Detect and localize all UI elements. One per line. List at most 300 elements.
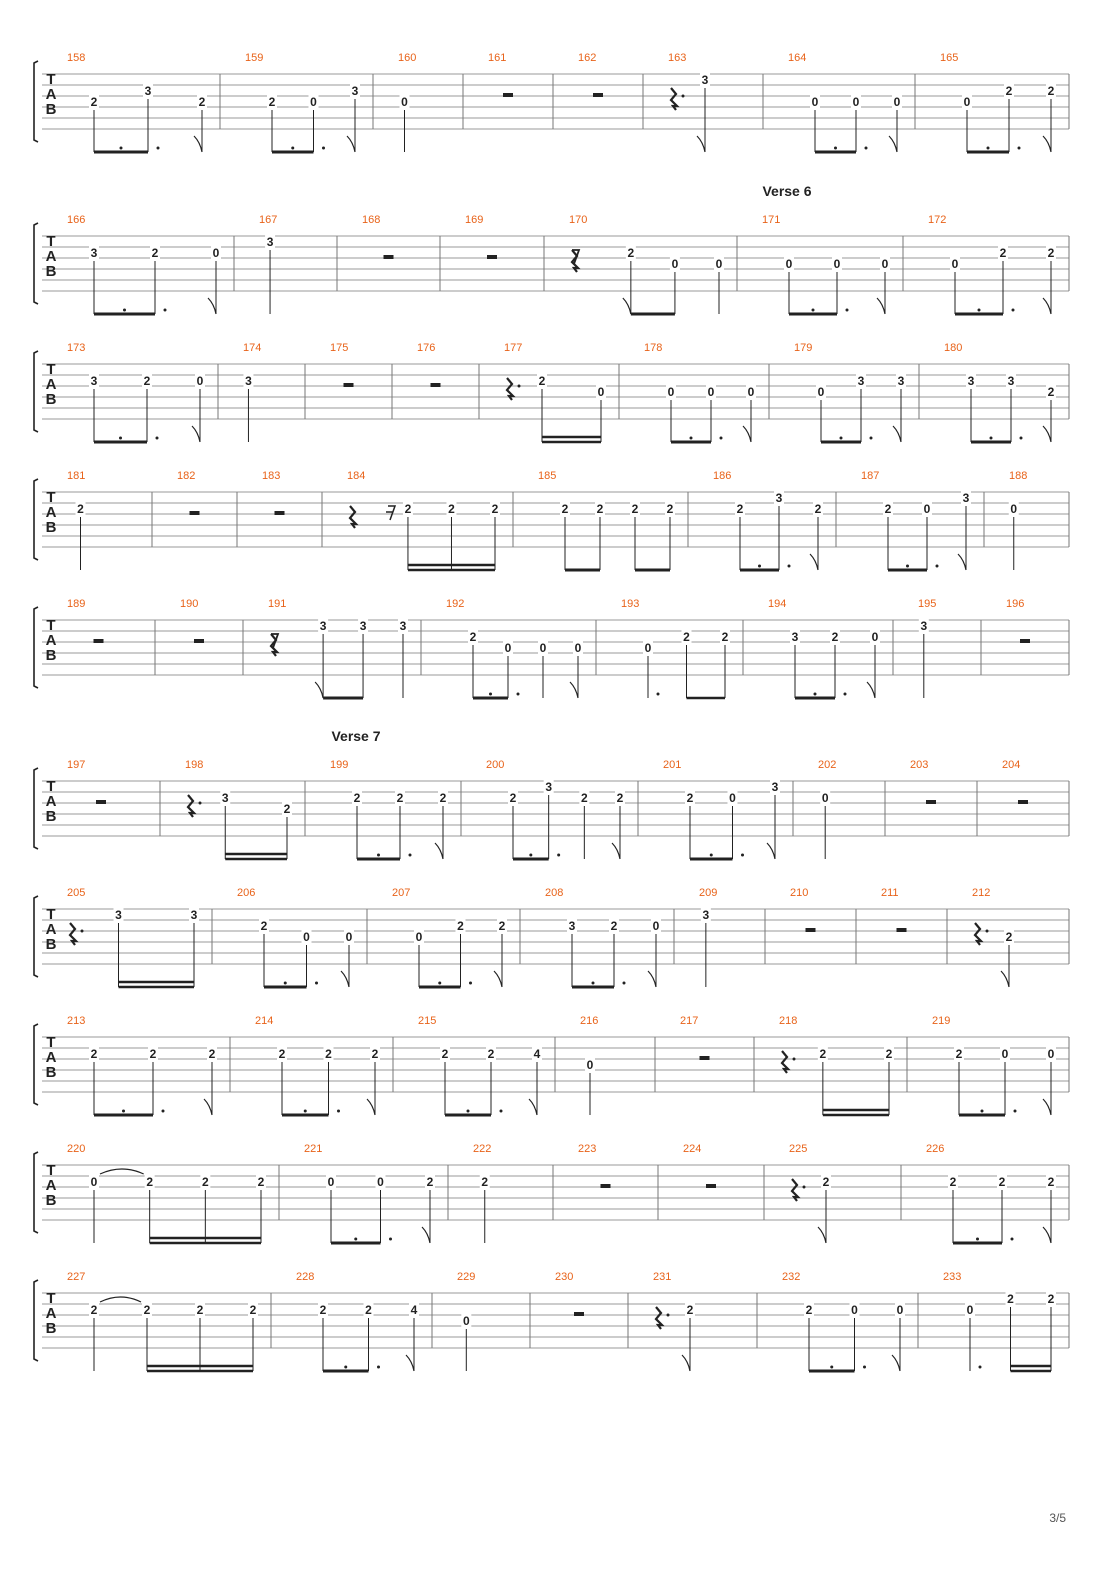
dot: [657, 693, 660, 696]
measure-number: 199: [330, 759, 349, 771]
dot: [741, 854, 744, 857]
flag: [204, 1099, 212, 1115]
tab-clef-letter: A: [45, 1305, 57, 1322]
fret-number: 0: [212, 246, 220, 260]
measure-number: 181: [67, 470, 86, 482]
flag: [529, 1099, 537, 1115]
fret-number: 2: [481, 1175, 489, 1189]
fret-number: 0: [811, 95, 819, 109]
dot: [469, 982, 472, 985]
fret-number: 0: [671, 257, 679, 271]
measure-number: 204: [1002, 759, 1021, 771]
system-bracket: [34, 479, 38, 560]
fret-number: 2: [448, 502, 455, 516]
tab-clef-letter: B: [45, 1320, 57, 1337]
tab-clef-letter: T: [46, 1162, 56, 1179]
dot: [1011, 1238, 1014, 1241]
flag: [1043, 136, 1051, 152]
dot: [157, 147, 160, 150]
measure-number: 202: [818, 759, 837, 771]
tab-clef-letter: T: [46, 233, 56, 250]
flag: [347, 136, 355, 152]
tab-clef-letter: A: [45, 504, 57, 521]
measure-number: 170: [569, 214, 588, 226]
fret-number: 3: [221, 791, 229, 805]
fret-number: 2: [257, 1175, 265, 1189]
tab-clef-letter: A: [45, 248, 57, 265]
fret-number: 0: [817, 385, 825, 399]
fret-number: 0: [539, 641, 547, 655]
measure-number: 205: [67, 887, 86, 899]
flag: [494, 971, 502, 987]
fret-number: 0: [852, 95, 860, 109]
measure-number: 165: [940, 52, 959, 64]
fret-number: 2: [1047, 385, 1055, 399]
measure-number: 160: [398, 52, 417, 64]
measure-number: 164: [788, 52, 807, 64]
flag: [892, 1355, 900, 1371]
fret-number: 2: [90, 1047, 98, 1061]
measure-number: 232: [782, 1271, 801, 1283]
fret-number: 2: [278, 1047, 286, 1061]
fret-number: 2: [822, 1175, 830, 1189]
fret-number: 2: [955, 1047, 963, 1061]
measure-number: 185: [538, 470, 557, 482]
dot: [976, 1238, 979, 1241]
fret-number: 2: [561, 502, 569, 516]
flag: [867, 682, 875, 698]
dot: [865, 147, 868, 150]
flag: [893, 426, 901, 442]
tab-clef-letter: B: [45, 1192, 57, 1209]
dot: [846, 309, 849, 312]
fret-number: 3: [351, 84, 359, 98]
fret-number: 0: [747, 385, 755, 399]
flag: [406, 1355, 414, 1371]
flag: [818, 1227, 826, 1243]
fret-number: 2: [457, 919, 464, 933]
measure-number: 194: [768, 598, 787, 610]
half-rest: [487, 255, 497, 259]
dot: [389, 1238, 392, 1241]
fret-number: 2: [1047, 1175, 1055, 1189]
flag: [367, 1099, 375, 1115]
fret-number: 2: [260, 919, 268, 933]
fret-number: 0: [707, 385, 715, 399]
dot: [710, 854, 713, 857]
fret-number: 0: [729, 791, 736, 805]
measure-number: 231: [653, 1271, 672, 1283]
dot: [906, 565, 909, 568]
measure-number: 201: [663, 759, 682, 771]
measure-number: 189: [67, 598, 86, 610]
fret-number: 0: [574, 641, 582, 655]
fret-number: 3: [90, 246, 98, 260]
measure-number: 159: [245, 52, 264, 64]
tab-clef-letter: A: [45, 376, 57, 393]
tab-clef-letter: B: [45, 808, 57, 825]
measure-number: 190: [180, 598, 199, 610]
fret-number: 2: [491, 502, 499, 516]
fret-number: 2: [196, 1303, 204, 1317]
measure-number: 229: [457, 1271, 476, 1283]
dot: [981, 1110, 984, 1113]
fret-number: 2: [404, 502, 412, 516]
flag: [1001, 971, 1009, 987]
flag: [315, 682, 323, 698]
fret-number: 3: [1007, 374, 1015, 388]
fret-number: 2: [580, 791, 588, 805]
tab-clef-letter: B: [45, 519, 57, 536]
half-rest: [275, 511, 285, 515]
fret-number: 2: [149, 1047, 157, 1061]
flag: [697, 136, 705, 152]
system-bracket: [34, 223, 38, 304]
measure-number: 226: [926, 1143, 945, 1155]
fret-number: 0: [923, 502, 931, 516]
measure-number: 200: [486, 759, 505, 771]
fret-number: 0: [90, 1175, 98, 1189]
dot: [529, 854, 532, 857]
measure-number: 209: [699, 887, 718, 899]
measure-number: 197: [67, 759, 86, 771]
measure-number: 175: [330, 342, 349, 354]
flag: [192, 426, 200, 442]
tab-clef-letter: B: [45, 101, 57, 118]
measure-number: 227: [67, 1271, 86, 1283]
fret-number: 3: [568, 919, 576, 933]
fret-number: 0: [586, 1058, 594, 1072]
measure-number: 219: [932, 1015, 951, 1027]
fret-number: 2: [487, 1047, 495, 1061]
measure-number: 187: [861, 470, 880, 482]
fret-number: 2: [90, 1303, 98, 1317]
fret-number: 0: [327, 1175, 335, 1189]
dot: [438, 982, 441, 985]
section-label: Verse 7: [331, 728, 381, 744]
fret-number: 2: [509, 791, 517, 805]
flag: [767, 843, 775, 859]
dot: [489, 693, 492, 696]
dot: [122, 1110, 125, 1113]
rest-dot: [986, 930, 989, 933]
flag: [958, 554, 966, 570]
fret-number: 2: [1005, 84, 1013, 98]
fret-number: 0: [966, 1303, 974, 1317]
fret-number: 0: [896, 1303, 904, 1317]
system-bracket: [34, 896, 38, 977]
measure-number: 167: [259, 214, 278, 226]
measure-number: 186: [713, 470, 732, 482]
fret-number: 3: [962, 491, 970, 505]
flag: [570, 682, 578, 698]
measure-number: 176: [417, 342, 436, 354]
dot: [557, 854, 560, 857]
measure-number: 166: [67, 214, 86, 226]
fret-number: 3: [775, 491, 783, 505]
dot: [788, 565, 791, 568]
flag: [422, 1227, 430, 1243]
flag: [208, 298, 216, 314]
tab-clef-letter: T: [46, 361, 56, 378]
fret-number: 2: [616, 791, 624, 805]
fret-number: 0: [951, 257, 959, 271]
fret-number: 3: [190, 908, 198, 922]
flag: [623, 298, 631, 314]
measure-number: 172: [928, 214, 947, 226]
dot: [834, 147, 837, 150]
fret-number: 2: [736, 502, 744, 516]
measure-number: 178: [644, 342, 663, 354]
flag: [810, 554, 818, 570]
fret-number: 0: [644, 641, 652, 655]
fret-number: 0: [597, 385, 605, 399]
flag: [743, 426, 751, 442]
fret-number: 4: [410, 1303, 418, 1317]
fret-number: 2: [77, 502, 84, 516]
fret-number: 2: [208, 1047, 216, 1061]
measure-number: 168: [362, 214, 381, 226]
fret-number: 2: [198, 95, 206, 109]
fret-number: 2: [498, 919, 506, 933]
dot: [844, 693, 847, 696]
measure-number: 171: [762, 214, 781, 226]
fret-number: 2: [819, 1047, 827, 1061]
measure-number: 163: [668, 52, 687, 64]
flag: [877, 298, 885, 314]
fret-number: 3: [399, 619, 407, 633]
dot: [812, 309, 815, 312]
tab-clef-letter: A: [45, 1049, 57, 1066]
fret-number: 2: [151, 246, 159, 260]
fret-number: 2: [1005, 930, 1013, 944]
fret-number: 0: [893, 95, 901, 109]
rest-dot: [81, 930, 84, 933]
measure-number: 208: [545, 887, 564, 899]
tab-clef-letter: B: [45, 936, 57, 953]
system-bracket: [34, 61, 38, 142]
measure-number: 183: [262, 470, 281, 482]
fret-number: 2: [249, 1303, 257, 1317]
system-bracket: [34, 1280, 38, 1361]
dot: [120, 147, 123, 150]
fret-number: 0: [1001, 1047, 1009, 1061]
fret-number: 0: [1010, 502, 1018, 516]
measure-number: 195: [918, 598, 937, 610]
measure-number: 158: [67, 52, 86, 64]
fret-number: 0: [415, 930, 423, 944]
fret-number: 0: [667, 385, 675, 399]
flag: [612, 843, 620, 859]
fret-number: 3: [897, 374, 905, 388]
fret-number: 2: [683, 630, 690, 644]
dot: [990, 437, 993, 440]
measure-number: 177: [504, 342, 523, 354]
measure-number: 222: [473, 1143, 492, 1155]
flag: [1043, 1227, 1051, 1243]
fret-number: 2: [1007, 1292, 1014, 1306]
half-rest: [344, 383, 354, 387]
measure-number: 161: [488, 52, 507, 64]
fret-number: 3: [319, 619, 327, 633]
fret-number: 0: [310, 95, 317, 109]
half-rest: [574, 1312, 584, 1316]
tab-clef-letter: A: [45, 632, 57, 649]
fret-number: 2: [201, 1175, 209, 1189]
measure-number: 212: [972, 887, 991, 899]
measure-number: 173: [67, 342, 86, 354]
measure-number: 169: [465, 214, 484, 226]
fret-number: 3: [90, 374, 98, 388]
half-rest: [1020, 639, 1030, 643]
measure-number: 203: [910, 759, 929, 771]
dot: [623, 982, 626, 985]
fret-number: 2: [686, 791, 694, 805]
fret-number: 2: [884, 502, 892, 516]
system-bracket: [34, 1024, 38, 1105]
fret-number: 2: [143, 1303, 151, 1317]
dot: [870, 437, 873, 440]
fret-number: 2: [610, 919, 618, 933]
dot: [284, 982, 287, 985]
dot: [592, 982, 595, 985]
half-rest: [706, 1184, 716, 1188]
fret-number: 2: [146, 1175, 154, 1189]
dot: [354, 1238, 357, 1241]
fret-number: 3: [771, 780, 779, 794]
measure-number: 207: [392, 887, 411, 899]
fret-number: 0: [377, 1175, 384, 1189]
tab-clef-letter: T: [46, 617, 56, 634]
fret-number: 2: [831, 630, 839, 644]
flag: [889, 136, 897, 152]
fret-number: 2: [631, 502, 639, 516]
half-rest: [926, 800, 936, 804]
flag: [682, 1355, 690, 1371]
fret-number: 3: [791, 630, 799, 644]
fret-number: 2: [1047, 84, 1055, 98]
half-rest: [503, 93, 513, 97]
rest-dot: [518, 385, 521, 388]
tab-clef-letter: A: [45, 1177, 57, 1194]
measure-number: 180: [944, 342, 963, 354]
flag: [648, 971, 656, 987]
dot: [119, 437, 122, 440]
fret-number: 2: [814, 502, 822, 516]
flag: [1043, 426, 1051, 442]
measure-number: 220: [67, 1143, 86, 1155]
fret-number: 2: [441, 1047, 449, 1061]
fret-number: 3: [115, 908, 122, 922]
fret-number: 0: [504, 641, 512, 655]
dot: [1012, 309, 1015, 312]
page-number: 3/5: [1049, 1511, 1066, 1525]
fret-number: 0: [833, 257, 841, 271]
half-rest: [1018, 800, 1028, 804]
fret-number: 0: [401, 95, 408, 109]
flag: [1043, 298, 1051, 314]
fret-number: 0: [881, 257, 889, 271]
fret-number: 3: [920, 619, 928, 633]
half-rest: [700, 1056, 710, 1060]
fret-number: 0: [462, 1314, 470, 1328]
system-bracket: [34, 768, 38, 849]
fret-number: 3: [701, 73, 709, 87]
fret-number: 2: [949, 1175, 957, 1189]
dot: [978, 309, 981, 312]
fret-number: 0: [345, 930, 353, 944]
fret-number: 3: [266, 235, 274, 249]
half-rest: [601, 1184, 611, 1188]
dot: [377, 854, 380, 857]
flag: [341, 971, 349, 987]
dot: [467, 1110, 470, 1113]
dot: [1020, 437, 1023, 440]
fret-number: 2: [1047, 246, 1055, 260]
dot: [304, 1110, 307, 1113]
fret-number: 2: [439, 791, 447, 805]
dot: [690, 437, 693, 440]
dot: [344, 1366, 347, 1369]
measure-number: 213: [67, 1015, 86, 1027]
dot: [377, 1366, 380, 1369]
tab-clef-letter: T: [46, 778, 56, 795]
measure-number: 214: [255, 1015, 274, 1027]
dot: [500, 1110, 503, 1113]
fret-number: 0: [303, 930, 310, 944]
dot: [164, 309, 167, 312]
half-rest: [806, 928, 816, 932]
fret-number: 3: [144, 84, 152, 98]
fret-number: 2: [268, 95, 276, 109]
tab-clef-letter: A: [45, 921, 57, 938]
fret-number: 2: [999, 246, 1007, 260]
fret-number: 2: [90, 95, 98, 109]
fret-number: 2: [353, 791, 361, 805]
dot: [758, 565, 761, 568]
fret-number: 0: [963, 95, 971, 109]
measure-number: 179: [794, 342, 813, 354]
measure-number: 215: [418, 1015, 437, 1027]
fret-number: 2: [283, 802, 291, 816]
dot: [409, 854, 412, 857]
tab-clef-letter: A: [45, 793, 57, 810]
dot: [830, 1366, 833, 1369]
measure-number: 223: [578, 1143, 597, 1155]
measure-number: 211: [881, 887, 899, 899]
fret-number: 2: [426, 1175, 434, 1189]
dot: [162, 1110, 165, 1113]
rest-dot: [793, 1058, 796, 1061]
half-rest: [194, 639, 204, 643]
fret-number: 2: [885, 1047, 893, 1061]
fret-number: 2: [596, 502, 604, 516]
half-rest: [190, 511, 200, 515]
half-rest: [897, 928, 907, 932]
measure-number: 198: [185, 759, 204, 771]
fret-number: 0: [196, 374, 204, 388]
tie: [100, 1169, 144, 1174]
fret-number: 2: [805, 1303, 813, 1317]
dot: [863, 1366, 866, 1369]
flag: [1043, 1099, 1051, 1115]
dot: [840, 437, 843, 440]
measure-number: 192: [446, 598, 465, 610]
fret-number: 2: [319, 1303, 327, 1317]
fret-number: 3: [857, 374, 865, 388]
flag: [435, 843, 443, 859]
fret-number: 3: [245, 374, 252, 388]
